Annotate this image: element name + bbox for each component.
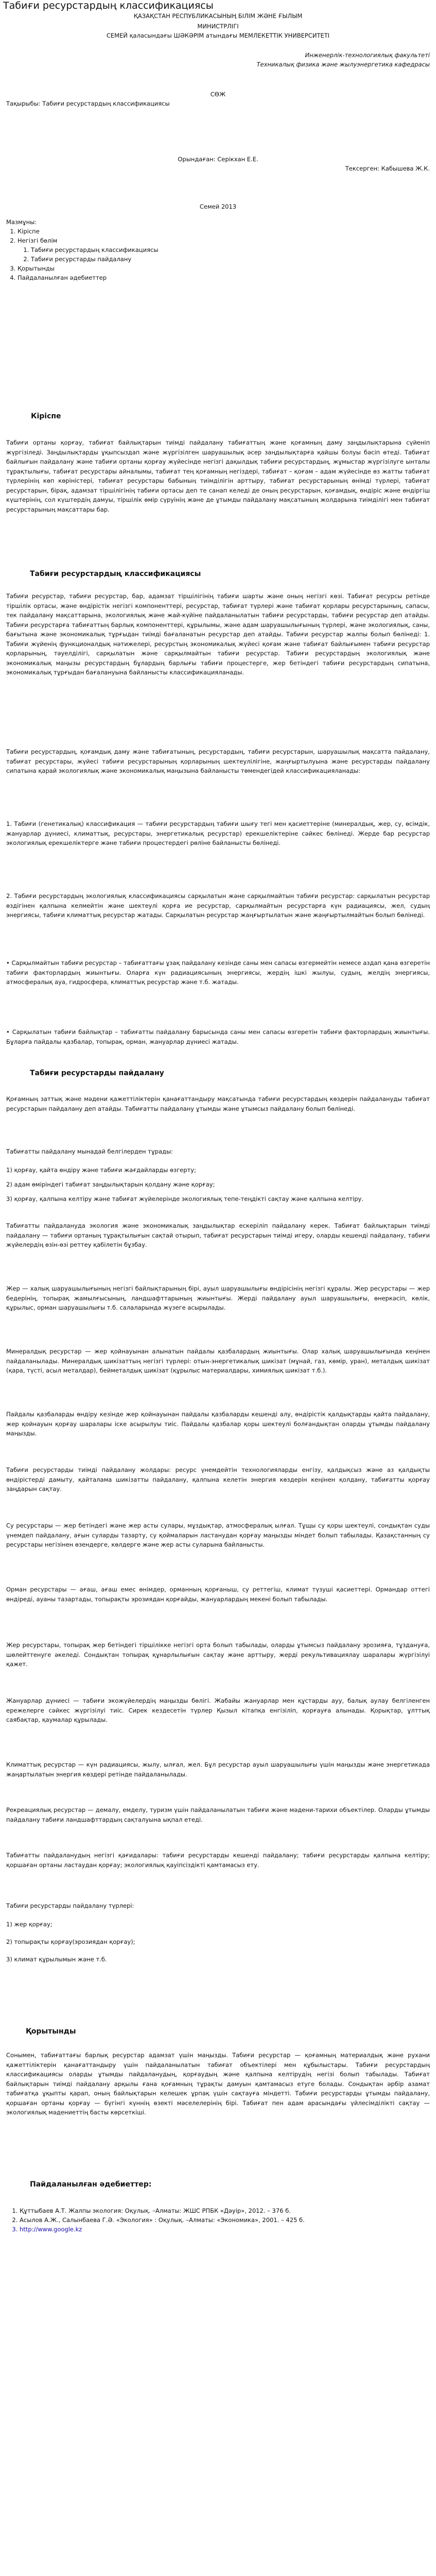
usage-p2: Табиғатты пайдалану мынадай белгілерден тұрады: (6, 1148, 173, 1155)
intro-paragraph: Табиғи ортаны қорғау, табиғат байлықтарын тиімді пайдалану табиғаттың және қоғамның даму заңдылықтарына сүйеніп жүргізіледі. Заңдылықтарды ұқыпсыздап және жүргізілген шаруашылық әсер заңдылықтарға қайшы болуы бәсіп өтеді. Табиғат байлығын пайдалану және табиғи ортаны қорғау жүйесінде негізгі дақылдық табиғи ресурстардың, жұмыстар жүргізілуге ынталы тұрақтылығы, табиғат ресурстары айналымы, табиғат тең қоғамның негіздері, табиғат – қоғам – адам жүйесінде өз жатты табиғат түрлерінің көп көріністері, табиғат ресурстары бабының тиімділігін арттыру, табиғат ресурстарының өнімді түрлері, табиғат ресурстарын, бірақ, адамзат тіршілігінің табиғи ортасы деп те санап келеді де оның ресурстарын, қоғамдық, өндіріс және өндіргіш күштерінің, сол күштердің дамуы, тіршілік өмір сүруінің және де ұтымды пайдалану мақсатының жолдарына тиімділігі мен табиғат ресурстарының мақсаттары бар. (6, 439, 430, 513)
usage-p15: Табиғи ресурстарды пайдалану түрлері: (6, 1902, 134, 1909)
contents-item: 2. Негізгі бөлім 1. Табиғи ресурстардың классификациясы 2. Табиғи ресурстарды пайдалану (18, 236, 430, 264)
usage-p11: Жануарлар дүниесі — табиғи экожүйелердің маңызды бөлігі. Жабайы жануарлар мен құстарды ауу, балық аулау белгіленген ережелерге сәйкес жүргізілуі тиіс. Сирек кездесетін түрлер Қызыл кітапқа енгізіліп, қорғауға алынады. Қорықтар, ұлттық саябақтар, қаумалар құрылады. (6, 1697, 430, 1723)
usage-list-6: 3) климат құрылымын және т.б. (6, 1956, 107, 1963)
classification-p5: • Сарқылмайтын табиғи ресурстар – табиғаттағы ұзақ пайдалану кезінде саны мен сапасы өзгермейтін немесе аздап қана өзгеретін табиғи факторлардың жиынтығы. Оларға күн радиациясының энергиясы, жердің ішкі жылуы, судың, желдің энергиясы, атмосфералық ауа, гидросфера, климаттық ресурстар және т.б. жатады. (6, 959, 430, 986)
classification-p2: Табиғи ресурстардың, қоғамдық даму және табиғатының, ресурстардың, табиғи ресурстарын, шаруашылық мақсатта пайдалану, табиғат ресурстары, жүйесі табиғи ресурстарының қорларының шектеулілігіне, жаңғыртылуына және ресурстарды пайдалану сипатына қарай экологиялық және экономикалық маңызына байланысты төмендегідей классификацияланады: (6, 748, 430, 774)
contents-item: 4. Пайдаланылған әдебиеттер (18, 273, 430, 282)
reference-item: 2. Асылов А.Ж., Салынбаева Г.Ә. «Экология» : Оқулық. –Алматы: «Экономика», 2001. – 425 б. (20, 2215, 430, 2225)
usage-p7: Табиғи ресурстарды тиімді пайдалану жолдары: ресурс үнемдейтін технологияларды енгізу, қалдықсыз және аз қалдықты өндірістерді дамыту, қайталама шикізатты пайдалану, қалпына келетін энергия көздерін кеңінен қолдану, табиғатты қорғау заңдарын сақтау. (6, 1466, 430, 1493)
usage-p10: Жер ресурстары, топырақ жер бетіндегі тіршілікке негізгі орта болып табылады, оларды ұтымсыз пайдалану эрозияға, тұздануға, шөлейттенуге әкеледі. Сондықтан топырақ құнарлылығын сақтау және арттыру, жерді рекультивациялау шаралары жүргізілуі қажет. (6, 1641, 430, 1668)
conclusion-heading: Қорытынды (26, 2027, 76, 2036)
ministry-line-2: МИНИСТРЛІГІ (197, 23, 239, 30)
contents-list (6, 227, 430, 282)
usage-p1: Қоғамның заттық және мәдени қажеттіліктерін қанағаттандыру мақсатында табиғи ресурстардың көздерін пайдалануды табиғат ресурстарын пайдалану деп атайды. Табиғатты пайдалану ұтымды және ұтымсыз пайдалану болып бөлінеді. (6, 1095, 430, 1112)
contents-item: 3. Қорытынды (18, 264, 430, 273)
usage-list-5: 2) топырақты қорғау(эрозиядан қорғау); (6, 1938, 135, 1945)
usage-p12: Климаттық ресурстар — күн радиациясы, жылу, ылғал, жел. Бұл ресурстар ауыл шаруашылығы үшін маңызды және энергетикада жаңартылатын энергия көздері ретінде пайдаланылады. (6, 1761, 430, 1778)
references-list (6, 2206, 430, 2234)
classification-p6: • Сарқылатын табиғи байлықтар – табиғатты пайдалану барысында саны мен сапасы өзгеретін табиғи факторлардың жиынтығы. Бұларға пайдалы қазбалар, топырақ, орман, жануарлар дүниесі жатады. (6, 1028, 430, 1045)
conclusion-paragraph: Сонымен, табиғаттағы барлық ресурстар адамзат үшін маңызды. Табиғи ресурстар — қоғамның материалдық және рухани қажеттіліктерін қанағаттандыру үшін пайдаланылатын табиғат объектілері мен құбылыстары. Табиғи ресурстардың классификациясы оларды ұтымды пайдаланудың, қорғаудың және қалпына келтірудің негізі болып табылады. Табиғат байлықтарын тиімді пайдалану арқылы ғана қоғамның тұрақты дамуын қамтамасыз етуге болады. Сондықтан әрбір азамат табиғатқа ұқыпты қарап, оның байлықтарын келешек ұрпақ үшін сақтауға міндетті. Табиғи ресурстарды ұтымды пайдалану, қоршаған ортаны қорғау — бүгінгі күннің өзекті мәселелерінің бірі. Табиғат пен адам арасындағы үйлесімділікті сақтау — экологиялық мәдениеттің басты көрсеткіші. (6, 2052, 430, 2116)
usage-list-3: 3) қорғау, қалпына келтіру және табиғат жүйелерінде экологиялық тепе-теңдікті сақтау және қалпына келтіру. (6, 1195, 363, 1202)
ministry-line: ҚАЗАҚСТАН РЕСПУБЛИКАСЫНЫҢ БІЛІМ ЖӘНЕ ҒЫЛЫМ (133, 12, 303, 20)
references-heading: Пайдаланылған әдебиеттер: (30, 2180, 152, 2189)
topic-line: Тақырыбы: Табиғи ресурстардың классификациясы (6, 100, 170, 107)
contents-subitem: 2. Табиғи ресурстарды пайдалану (31, 255, 430, 264)
contents-subitem: 1. Табиғи ресурстардың классификациясы (31, 245, 430, 255)
department-name: Техникалық физика және жылуэнергетика кафедрасы (256, 61, 430, 68)
usage-p9: Орман ресурстары — ағаш, ағаш емес өнімдер, орманның қорғаныш, су реттегіш, климат түзуші қасиеттері. Ормандар оттегі өндіреді, ауаны тазартады, топырақты эрозиядан қорғайды, жануарлардың мекені болып табылады. (6, 1586, 430, 1603)
checker-line: Тексерген: Кабышева Ж.К. (345, 165, 430, 172)
usage-list-4: 1) жер қорғау; (6, 1921, 53, 1928)
usage-p8: Су ресурстары — жер бетіндегі және жер асты сулары, мұздықтар, атмосфералық ылғал. Тұщы су қоры шектеулі, сондықтан суды үнемдеп пайдалану, ағын суларды тазарту, су қоймаларын ластанудан қорғау маңызды міндет болып табылады. Қазақстанның су ресурстары негізінен өзендерге, көлдерге және жер асты суларына байланысты. (6, 1522, 430, 1548)
work-type: СӨЖ (210, 91, 226, 98)
usage-p14: Табиғатты пайдаланудың негізгі қағидалары: табиғи ресурстарды кешенді пайдалану; табиғи ресурстарды қалпына келтіру; қоршаған ортаны ластаудан қорғау; экологиялық қауіпсіздікті қамтамасыз ету. (6, 1852, 430, 1869)
university-name: СЕМЕЙ қаласындағы ШӘКӘРІМ атындағы МЕМЛЕКЕТТІК УНИВЕРСИТЕТІ (106, 32, 330, 39)
usage-list-2: 2) адам өміріндегі табиғат заңдылықтарын қолдану және қорғау; (6, 1181, 215, 1188)
city-year: Семей 2013 (199, 203, 237, 210)
usage-p13: Рекреациялық ресурстар — демалу, емделу, туризм үшін пайдаланылатын табиғи және мәдени-тарихи объектілер. Оларды ұтымды пайдалану табиғи ландшафттардың сақталуына ықпал етеді. (6, 1806, 430, 1823)
reference-item: 1. Құттыбаев А.Т. Жалпы экология: Оқулық. –Алматы: ЖШС РПБК «Дәуір», 2012. – 376 б. (20, 2206, 430, 2215)
classification-p3: 1. Табиғи (генетикалық) классификация — табиғи ресурстардың табиғи шығу тегі мен қасиеттеріне (минералдық, жер, су, өсімдік, жануарлар дүниесі, климаттық, ресурстары, энергетикалық ресурстар) ерекшеліктеріне сәйкес бөлінеді. Жерде бар ресурстар экологиялық ерекшеліктерге және табиғи процестердегі рөліне байланысты бөлінеді. (6, 820, 430, 846)
usage-heading: Табиғи ресурстарды пайдалану (30, 1069, 164, 1077)
reference-link[interactable]: http://www.google.kz (20, 2226, 82, 2233)
usage-p6: Пайдалы қазбаларды өндіру кезінде жер қойнауынан пайдалы қазбаларды кешенді алу, өндірістік қалдықтарды қайта пайдалану, жер қойнауын қорғау шаралары іске асырылуы тиіс. Пайдалы қазбалар қоры шектеулі болғандықтан оларды ұтымды пайдалану маңызды. (6, 1411, 430, 1437)
usage-p3: Табиғатты пайдалануда экология және экономикалық заңдылықтар ескеріліп пайдалану керек. Табиғат байлықтарын тиімді пайдалану — табиғи ортаның тұрақтылығын сақтай отырып, табиғат ресурстарын тиімді игеру, оларды кешенді пайдалану, табиғи жүйелердің өзін-өзі реттеу қабілетін бұзбау. (6, 1222, 430, 1248)
reference-item[interactable] (20, 2225, 430, 2234)
intro-heading: Кіріспе (31, 412, 61, 420)
classification-p4: 2. Табиғи ресурстардың экологиялық классификациясы сарқылатын және сарқылмайтын табиғи ресурстар: сарқылатын ресурстар өздігінен қалпына келмейтін және шектеулі қорға ие ресурстар, сарқылмайтын ресурстарға күн радиациясы, жел, судың энергиясы, табиғи климаттық ресурстар жатады. Сарқылатын ресурстар жаңғыртылатын және жаңғыртылмайтын болып бөлінеді. (6, 892, 430, 919)
faculty-name: Инженерлік-технологиялық факультеті (305, 52, 430, 59)
classification-p1: Табиғи ресурстар, табиғи ресурстар, бар, адамзат тіршілігінің табиғи шарты және оның негізгі көзі. Табиғат ресурсы ретінде тіршілік ортасы, және өндірістік негізгі компоненттері, ресурстар, табиғат түрлері және табиғат қорлары ресурстарының, сапасы, тек пайдалану мақсаттарына, экологиялық және жай-күйіне пайдаланылатын табиғи ресурстарды, табиғи ресурстар деп атайды. Табиғи ресурстарға табиғаттың барлық компоненттері, құрылымы, және адам шаруашылығының түрлері, және экологиялық, саны, бағытына және экономикалық тұрғыдан тиімді бағаланатын ресурстар деп атайды. Табиғи ресурстар жалпы болып бөлінеді: 1. Табиғи жүйенің функционалдық нәтижелері, ресурстың экономикалық жүйесі қоғам және табиғат байлығымен табиғи ресурстар қорларының, тәуелділігі, сарқылатын және сарқылмайтын табиғи ресурстар. Табиғи ресурстардың экологиялық және экономикалық маңызы ресурстардың бұлардың барлығы табиғи процестерге, жер бетіндегі табиғи ресурстардың сипатына, экономикалық тұрғыдан бағалануына байланысты классификацияланады. (6, 592, 430, 676)
author-line: Орындаған: Серікхан Е.Е. (178, 156, 258, 163)
usage-p5: Минералдық ресурстар — жер қойнауынан алынатын пайдалы қазбалардың жиынтығы. Олар халық шаруашылығында кеңінен пайдаланылады. Минералдық шикізаттың негізгі түрлері: отын-энергетикалық шикізат (мұнай, газ, көмір, уран), металдық шикізат (қара, түсті, асыл металдар), бейметалдық шикізат (құрылыс материалдары, химиялық шикізат т.б.). (6, 1348, 430, 1374)
usage-p4: Жер — халық шаруашылығының негізгі байлықтарының бірі, ауыл шаруашылығы өндірісінің негізгі құралы. Жер ресурстары — жер бедерінің, топырақ жамылғысының, ландшафттарының жиынтығы. Жерді пайдалану ауыл шаруашылығы, өнеркәсіп, көлік, құрылыс, орман шаруашылығы т.б. салаларында жүзеге асырылады. (6, 1285, 430, 1311)
usage-list-1: 1) қорғау, қайта өндіру және табиғи жағдайларды өзгерту; (6, 1166, 196, 1174)
document-title: Табиғи ресурстардың классификациясы (3, 0, 214, 11)
contents-label: Мазмұны: (6, 218, 37, 226)
classification-heading: Табиғи ресурстардың классификациясы (30, 570, 201, 578)
contents-item: 1. Кіріспе (18, 227, 430, 236)
